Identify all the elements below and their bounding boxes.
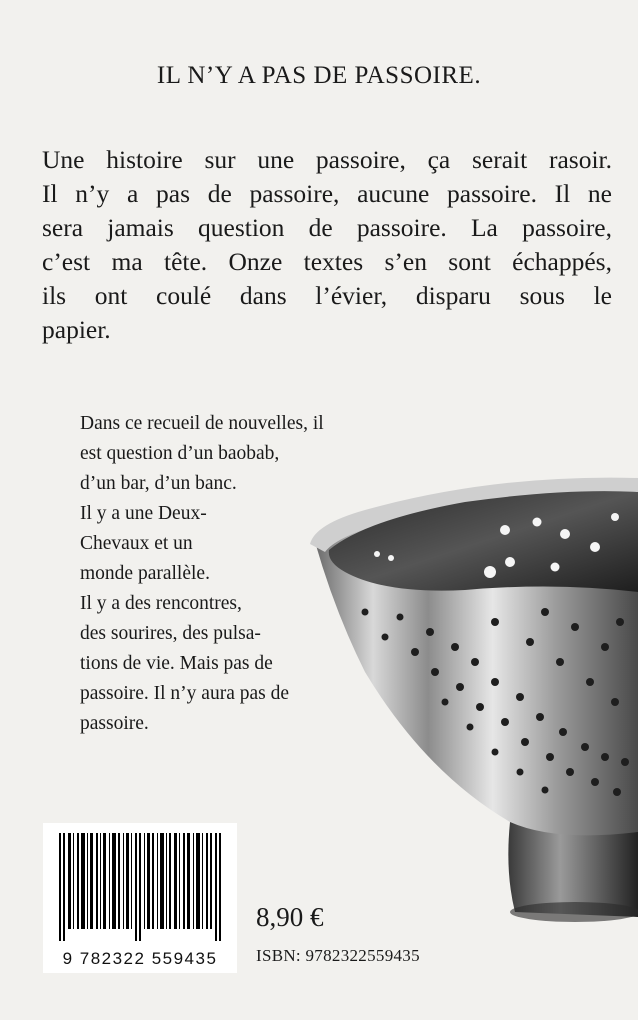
summary-line: des sourires, des pulsa- [80, 623, 261, 644]
book-title: IL N’Y A PAS DE PASSOIRE. [156, 62, 482, 89]
summary-line: Il y a une Deux- [80, 503, 207, 524]
intro-line: c’est ma tête. Onze textes s’en sont échappés, [42, 247, 612, 276]
price: 8,90 € [256, 902, 324, 932]
barcode-bars [59, 833, 221, 941]
intro-line: Une histoire sur une passoire, ça serait rasoir. [42, 145, 612, 174]
intro-line: Il n’y a pas de passoire, aucune passoire. Il ne [42, 179, 612, 208]
summary-line: Il y a des rencontres, [80, 593, 242, 614]
summary-line: monde parallèle. [80, 563, 210, 584]
barcode [43, 823, 237, 973]
summary-line: Dans ce recueil de nouvelles, il [80, 413, 324, 434]
summary-line: tions de vie. Mais pas de [80, 653, 273, 674]
summary-line: est question d’un baobab, [80, 443, 280, 464]
summary-line: passoire. Il n’y aura pas de [80, 683, 290, 704]
summary-line: passoire. [80, 713, 149, 734]
summary-line: Chevaux et un [80, 533, 193, 554]
isbn: ISBN: 9782322559435 [256, 946, 420, 965]
summary-line: d’un bar, d’un banc. [80, 473, 237, 494]
intro-line: ils ont coulé dans l’évier, disparu sous le [42, 281, 612, 310]
colander-image [305, 472, 638, 932]
intro-paragraph [42, 143, 612, 347]
barcode-number: 9 782322 559435 [62, 949, 218, 968]
intro-line: papier. [42, 315, 111, 344]
intro-line: sera jamais question de passoire. La passoire, [42, 213, 612, 242]
